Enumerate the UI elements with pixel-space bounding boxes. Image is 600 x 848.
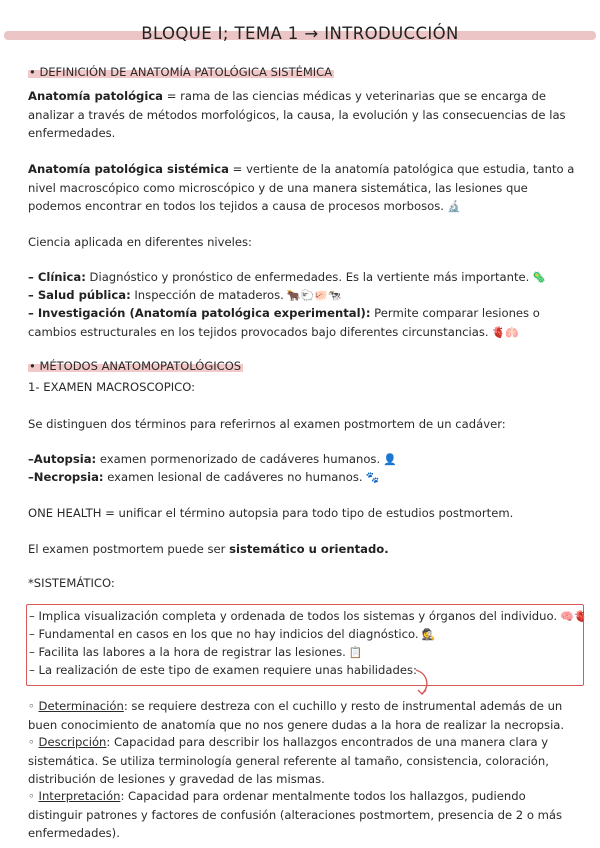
box-item (29, 625, 435, 644)
skill-descripcion: ◦ Descripción: Capacidad para describir los hallazgos encontrados de una manera clara y sistemática. Se utiliza terminología general referente al tamaño, consistencia, coloración, distribución de lesiones y gravedad de las mismas. (28, 735, 549, 786)
section-heading-definicion: • DEFINICIÓN DE ANATOMÍA PATOLÓGICA SISTÉMICA (29, 65, 333, 79)
skill-text: : Capacidad para describir los hallazgos encontrados de una manera clara y sistemática. Se utiliza terminología general referente al tamaño, consistencia, coloración, distribución de lesiones y gravedad de las mismas. (28, 735, 549, 786)
definition-anatomia-sistemica (28, 160, 578, 217)
sistematico-heading: *SISTEMÁTICO: (28, 576, 115, 590)
postmortem-text: El examen postmortem puede ser (28, 542, 230, 556)
level-term: – Investigación (Anatomía patológica experimental): (28, 306, 371, 320)
box-item-text: – Fundamental en casos en los que no hay indicios del diagnóstico. (29, 627, 419, 641)
skill-text: : se requiere destreza con el cuchillo y resto de instrumental además de un buen conocimiento de anatomía que no nos genere dudas a la hora de realizar la necropsia. (28, 699, 565, 732)
levels-intro: Ciencia aplicada en diferentes niveles: (28, 235, 252, 249)
section-heading-metodos: • MÉTODOS ANATOMOPATOLÓGICOS (29, 359, 242, 373)
brain-heart-icon: 🧠🫀 (560, 610, 588, 623)
person-icon: 👤 (383, 453, 397, 466)
level-term: – Salud pública: (28, 288, 131, 302)
farm-animals-icon: 🐂🐑🐖🐄 (286, 289, 342, 302)
level-text: Permite comparar lesiones o cambios estructurales en los tejidos provocados bajo diferentes circunstancias. (28, 306, 540, 339)
skill-text: : Capacidad para ordenar mentalmente todos los hallazgos, pudiendo distinguir patrones y factores de confusión (alteraciones postmortem, presencia de 2 o más enfermedades). (28, 789, 563, 840)
box-item-text: – Facilita las labores a la hora de registrar las lesiones. (29, 645, 346, 659)
term-text: examen pormenorizado de cadáveres humanos. (96, 452, 381, 466)
definition-anatomia-patologica (28, 87, 578, 143)
box-item (29, 643, 363, 662)
box-item (29, 661, 417, 679)
postmortem-types (28, 540, 578, 559)
microbe-icon: 🦠 (532, 271, 547, 284)
term-label: –Necropsia: (28, 470, 104, 484)
exam-title: 1- EXAMEN MACROSCOPICO: (28, 380, 196, 394)
exam-intro: Se distinguen dos términos para referirnos al examen postmortem de un cadáver: (28, 417, 506, 431)
microscope-icon: 🔬 (446, 200, 461, 213)
skill-term: Determinación (38, 699, 124, 713)
page-title: BLOQUE I; TEMA 1 → INTRODUCCIÓN (141, 24, 459, 43)
paw-icon: 🐾 (365, 471, 380, 484)
level-text: Diagnóstico y pronóstico de enfermedades. Es la vertiente más importante. (85, 270, 530, 284)
skill-term: Interpretación (38, 789, 121, 803)
level-clinica (28, 268, 578, 288)
term-anatomia-sistemica: Anatomía patológica sistémica (28, 162, 229, 176)
level-investigacion (28, 304, 578, 342)
definition-text: = vertiente de la anatomía patológica que estudia, tanto a nivel macroscópico como microscópico y de una manera sistemática, las lesiones que podemos encontrar en todos los tejidos a causa de procesos morbosos. (28, 162, 575, 213)
clipboard-icon: 📋 (348, 646, 363, 659)
organs-icon: 🫀🫁 (491, 325, 520, 339)
term-label: –Autopsia: (28, 452, 97, 466)
term-anatomia-patologica: Anatomía patológica (28, 89, 164, 103)
term-autopsia (28, 450, 578, 470)
box-item-text: – La realización de este tipo de examen requiere unas habilidades: (29, 663, 417, 677)
term-necropsia (28, 468, 578, 488)
box-item (29, 607, 588, 626)
skill-interpretacion: ◦ Interpretación: Capacidad para ordenar mentalmente todos los hallazgos, pudiendo distinguir patrones y factores de confusión (alteraciones postmortem, presencia de 2 o más enfermedades). (28, 789, 563, 840)
level-term: – Clínica: (28, 270, 86, 284)
skill-term: Descripción (38, 735, 107, 749)
detective-icon: 🕵️ (421, 628, 436, 641)
box-item-text: – Implica visualización completa y ordenada de todos los sistemas y órganos del individuo. (29, 609, 558, 623)
definition-text: = rama de las ciencias médicas y veterinarias que se encarga de analizar a través de métodos morfológicos, la causa, la evolución y las consecuencias de las enfermedades. (28, 89, 566, 140)
level-salud-publica (28, 286, 578, 306)
term-text: examen lesional de cadáveres no humanos. (103, 470, 363, 484)
postmortem-types-bold: sistemático u orientado. (229, 542, 389, 556)
level-text: Inspección de mataderos. (130, 288, 284, 302)
curved-arrow-icon (410, 668, 434, 698)
skill-determinacion: ◦ Determinación: se requiere destreza con el cuchillo y resto de instrumental además de un buen conocimiento de anatomía que no nos genere dudas a la hora de realizar la necropsia. (28, 699, 565, 732)
one-health-note: ONE HEALTH = unificar el término autopsia para todo tipo de estudios postmortem. (28, 506, 514, 520)
